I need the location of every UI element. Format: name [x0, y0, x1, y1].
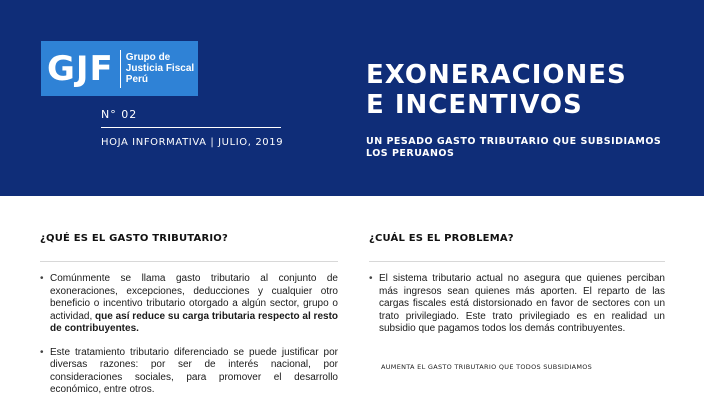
bullet-text: El sistema tributario actual no asegura que quienes perciban más ingresos sean quienes más aporten. El reparto de las cargas fiscales está distorsionado en favor de sectores con un trato privilegiado. Este trato privilegiado es en realidad un subsidio que pagamos todos los demás contribuyentes.	[379, 273, 665, 334]
page-title	[366, 60, 686, 120]
logo-line: Perú	[125, 74, 149, 85]
logo-text	[126, 52, 194, 85]
bullet-bold-text: que así reduce su carga tributaria respecto al resto de contribuyentes.	[50, 310, 339, 334]
page-subtitle	[366, 136, 686, 160]
issue-number: N° 02	[101, 108, 138, 121]
bullet-text: Este tratamiento tributario diferenciado se puede justificar por diversas razones: por ser de interés nacional, por consideraciones sociales, para promover el desarrollo económico, entre otros.	[50, 346, 338, 395]
figure-caption: AUMENTA EL GASTO TRIBUTARIO QUE TODOS SUBSIDIAMOS	[381, 362, 593, 371]
logo-line: Justicia Fiscal	[125, 63, 195, 74]
section-heading-gasto: ¿QUÉ ES EL GASTO TRIBUTARIO?	[40, 233, 338, 262]
bullet-list	[40, 273, 338, 397]
logo-mark: GJF	[47, 48, 114, 89]
bullet-text: Comúnmente se llama gasto tributario al conjunto de exoneraciones, excepciones, deducciones y cualquier otro beneficio o incentivo tributario otorgado a algún sector, grupo o actividad,	[50, 273, 338, 322]
bullet-item	[369, 273, 665, 336]
title-line: EXONERACIONES	[366, 60, 627, 90]
right-column	[369, 233, 665, 371]
section-heading-problema: ¿CUÁL ES EL PROBLEMA?	[369, 233, 665, 262]
header-divider	[101, 127, 281, 128]
bullet-list	[369, 273, 665, 336]
logo-divider	[120, 50, 121, 88]
bullet-item	[40, 273, 338, 336]
gjf-logo	[41, 41, 198, 96]
logo-line: Grupo de	[125, 52, 171, 63]
subtitle-line: LOS PERUANOS	[366, 148, 455, 159]
header-banner	[0, 0, 704, 196]
left-column	[40, 233, 338, 408]
title-line: E INCENTIVOS	[366, 90, 583, 120]
subtitle-line: UN PESADO GASTO TRIBUTARIO QUE SUBSIDIAMOS	[366, 136, 662, 147]
bullet-item	[40, 347, 338, 397]
publication-info: HOJA INFORMATIVA | JULIO, 2019	[101, 137, 284, 148]
